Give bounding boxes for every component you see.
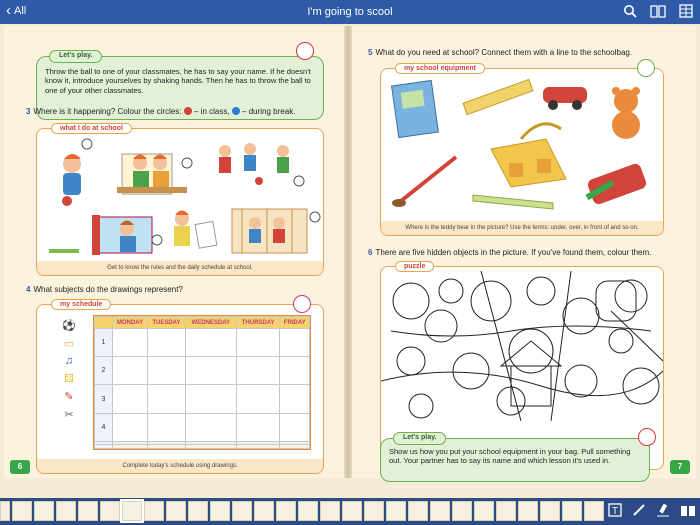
lets-play-text: Throw the ball to one of your classmates, he has to say your name. If he doesn't know it, introduce yourselves by shaking hands. Then he has to throw the ball to one of your other classmates. <box>45 67 311 95</box>
corner-cell <box>95 317 113 329</box>
page-thumbnail[interactable] <box>342 501 362 521</box>
page-thumbnail[interactable] <box>12 501 32 521</box>
day-header: WEDNESDAY <box>185 317 236 329</box>
page-thumbnail[interactable] <box>496 501 516 521</box>
page-thumbnail[interactable] <box>78 501 98 521</box>
page-thumbnail[interactable] <box>386 501 406 521</box>
question-4: 4 What subjects do the drawings represent? <box>26 285 183 294</box>
page-thumbnail[interactable] <box>364 501 384 521</box>
left-page <box>4 26 344 478</box>
question-5: 5 What do you need at school? Connect them with a line to the schoolbag. <box>368 48 633 57</box>
page-thumbnail[interactable] <box>276 501 296 521</box>
svg-text:T: T <box>612 506 619 517</box>
scissors-icon: ✂ <box>64 409 74 421</box>
window-title: I'm going to scool <box>307 6 393 18</box>
panel-tag: my schedule <box>51 299 111 310</box>
blue-dot-icon <box>232 107 240 115</box>
page-thumbnail[interactable] <box>144 501 164 521</box>
page-thumbnail[interactable] <box>584 501 604 521</box>
page-thumbnail[interactable] <box>232 501 252 521</box>
page-number: 6 <box>10 460 30 474</box>
music-note-icon: ♫ <box>64 355 74 367</box>
page-thumbnail[interactable] <box>34 501 54 521</box>
book-icon[interactable] <box>650 3 666 19</box>
top-bar <box>0 0 700 24</box>
red-dot-icon <box>184 107 192 115</box>
page-thumbnail[interactable] <box>254 501 274 521</box>
my-schedule-panel <box>36 301 324 474</box>
page-thumbnail[interactable] <box>320 501 340 521</box>
grid-icon[interactable] <box>678 3 694 19</box>
mascot-icon <box>293 295 311 313</box>
panel-tag: puzzle <box>395 261 434 272</box>
page-thumbnail[interactable] <box>0 501 10 521</box>
day-header: THURSDAY <box>236 317 280 329</box>
page-thumbnail[interactable] <box>166 501 186 521</box>
panel-caption: Complete today's schedule using drawings. <box>37 459 323 473</box>
school-scenes-illustration <box>37 129 323 261</box>
page-thumbnail[interactable] <box>474 501 494 521</box>
mascot-icon <box>637 59 655 77</box>
mascot-icon <box>638 428 656 446</box>
search-icon[interactable] <box>622 3 638 19</box>
back-button[interactable] <box>6 3 26 18</box>
page-thumbnail[interactable] <box>56 501 76 521</box>
mascot-icon <box>296 42 314 60</box>
chevron-left-icon: ‹ <box>6 2 11 19</box>
text-tool-icon[interactable] <box>608 503 622 522</box>
table-row: 4 <box>95 413 310 441</box>
dice-icon: ⚄ <box>64 373 74 385</box>
highlighter-icon[interactable] <box>656 503 670 522</box>
lets-play-box <box>380 434 650 482</box>
page-thumbnail[interactable] <box>452 501 472 521</box>
book-icon: ▭ <box>63 338 75 350</box>
panel-caption: Where is the teddy bear in the picture? Use the terms: under, over, in front of and so on. <box>381 221 663 235</box>
thumbnail-list[interactable] <box>0 501 604 522</box>
day-header: MONDAY <box>113 317 148 329</box>
page-thumbnail[interactable] <box>188 501 208 521</box>
ball-icon: ⚽ <box>62 320 76 332</box>
right-page <box>352 26 696 478</box>
page-thumbnail[interactable] <box>100 501 120 521</box>
paintbrush-icon: ✎ <box>64 391 74 403</box>
page-thumbnail[interactable] <box>122 501 142 521</box>
page-number: 7 <box>670 460 690 474</box>
panel-tag: my school equipment <box>395 63 485 74</box>
schedule-table <box>93 315 311 450</box>
subject-icons <box>57 319 81 421</box>
question-6: 6 There are five hidden objects in the picture. If you've found them, colour them. <box>368 248 652 257</box>
lets-play-text: Show us how you put your school equipment in your bag. Pull something out. Your partner has to say its name and which lesson it's used in. <box>389 447 631 466</box>
pen-icon[interactable] <box>632 503 646 522</box>
hidden-objects-puzzle <box>381 271 663 421</box>
back-label: All <box>14 4 27 17</box>
table-row: 2 <box>95 357 310 385</box>
day-header: TUESDAY <box>148 317 186 329</box>
table-row: 3 <box>95 385 310 413</box>
table-row: 1 <box>95 329 310 357</box>
page-thumbnail[interactable] <box>430 501 450 521</box>
page-thumbnail[interactable] <box>298 501 318 521</box>
school-equipment-illustration <box>381 69 663 219</box>
panel-tag: what I do at school <box>51 123 132 134</box>
page-thumbnail[interactable] <box>210 501 230 521</box>
lets-play-tag: Let's play. <box>393 432 446 445</box>
book-spine <box>344 26 352 478</box>
open-book-icon[interactable] <box>680 503 696 522</box>
day-header: FRIDAY <box>280 317 310 329</box>
thumbnail-strip <box>0 498 700 525</box>
page-thumbnail[interactable] <box>540 501 560 521</box>
school-equipment-panel <box>380 65 664 236</box>
what-i-do-panel <box>36 125 324 276</box>
question-3: 3 Where is it happening? Colour the circles: – in class, – during break. <box>26 107 296 116</box>
page-thumbnail[interactable] <box>562 501 582 521</box>
lets-play-tag: Let's play. <box>49 50 102 63</box>
panel-caption: Get to know the rules and the daily schedule at school. <box>37 261 323 275</box>
page-thumbnail[interactable] <box>518 501 538 521</box>
table-row <box>95 445 310 449</box>
page-thumbnail[interactable] <box>408 501 428 521</box>
